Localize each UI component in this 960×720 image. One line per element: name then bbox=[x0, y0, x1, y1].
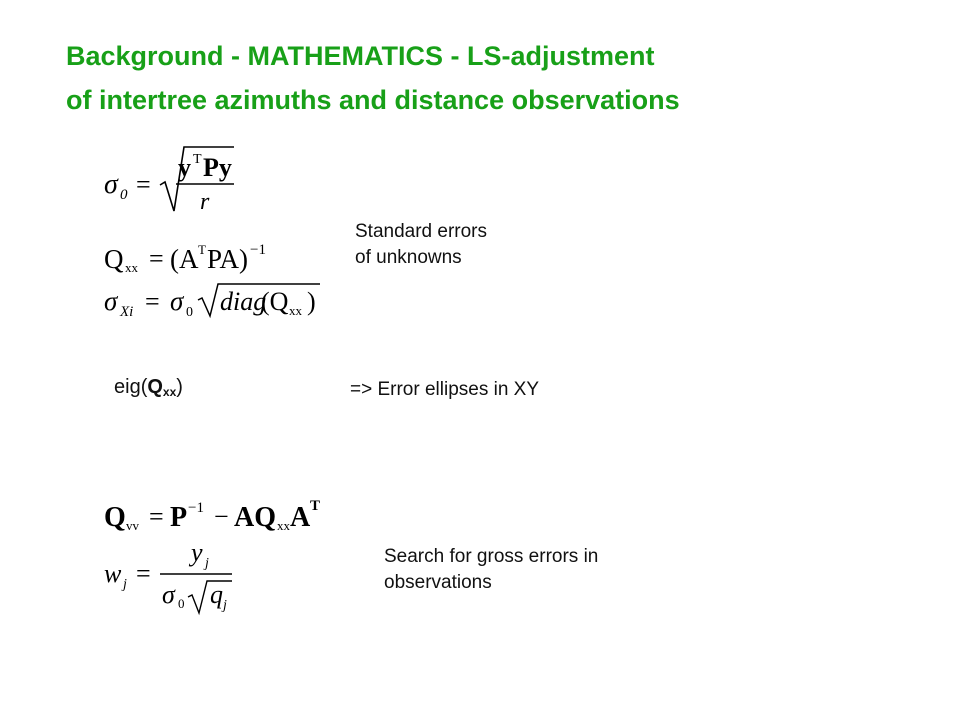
slide-title bbox=[66, 34, 680, 122]
diag-close: ) bbox=[307, 287, 316, 316]
sigma0-subscript: 0 bbox=[120, 187, 128, 203]
qvv-minus: − bbox=[214, 502, 229, 531]
numerator-transpose: T bbox=[193, 152, 202, 167]
formula-sigma0-graphic bbox=[104, 143, 264, 215]
qxx-equals: = bbox=[149, 244, 164, 273]
qxx-q: Q bbox=[104, 244, 124, 274]
sigma-xi-subscript: Xi bbox=[120, 304, 134, 320]
formula-qvv bbox=[104, 490, 334, 534]
sigma0-inline-subscript: 0 bbox=[186, 305, 193, 320]
sigma0-inline: σ bbox=[170, 286, 184, 316]
qvv-subscript: vv bbox=[126, 518, 139, 533]
formula-sigma-xi bbox=[104, 282, 324, 322]
formula-wj-graphic bbox=[104, 537, 254, 617]
sigma-xi-equals: = bbox=[145, 287, 160, 316]
denominator-r: r bbox=[200, 189, 210, 215]
note-error-ellipses bbox=[350, 377, 539, 403]
sigma-xi-symbol: σ bbox=[104, 286, 118, 316]
wj-q: q bbox=[210, 580, 223, 609]
formula-qxx bbox=[104, 232, 284, 276]
numerator-py: Py bbox=[203, 153, 232, 182]
wj-sigma: σ bbox=[162, 580, 175, 609]
qxx-subscript: xx bbox=[125, 260, 138, 275]
qvv-equals: = bbox=[149, 502, 164, 531]
note-standard-errors-line-2: of unknowns bbox=[355, 247, 462, 268]
note-standard-errors-line-1: Standard errors bbox=[355, 221, 488, 242]
eig-suffix: ) bbox=[176, 376, 183, 398]
eig-prefix: eig( bbox=[114, 376, 148, 398]
sigma0-symbol: σ bbox=[104, 169, 118, 200]
qvv-q: Q bbox=[104, 502, 126, 533]
diag-subscript: xx bbox=[289, 303, 302, 318]
wj-q-subscript: j bbox=[223, 598, 227, 613]
qxx-pa: PA) bbox=[207, 244, 249, 274]
formula-sigma-xi-graphic bbox=[104, 282, 324, 322]
wj-y-subscript: j bbox=[205, 556, 209, 571]
wj-sigma-subscript: 0 bbox=[178, 596, 185, 611]
qxx-transpose: T bbox=[198, 242, 206, 257]
slide-title-line-1: Background - MATHEMATICS - LS-adjustment bbox=[66, 41, 655, 71]
qvv-subscript-xx: xx bbox=[277, 518, 290, 533]
note-gross-errors-line-1: Search for gross errors in bbox=[384, 546, 599, 567]
wj-w: w bbox=[104, 559, 122, 588]
eig-matrix: Q bbox=[147, 376, 163, 398]
qvv-p: P bbox=[170, 502, 188, 533]
diag-open: (Q bbox=[261, 287, 289, 316]
qvv-transpose: T bbox=[310, 498, 321, 514]
svg-text:=: = bbox=[136, 170, 151, 199]
qvv-aq: AQ bbox=[234, 502, 276, 533]
formula-qxx-graphic bbox=[104, 232, 284, 276]
note-standard-errors bbox=[355, 219, 487, 271]
note-gross-errors bbox=[384, 544, 598, 596]
qxx-inverse: −1 bbox=[250, 242, 266, 258]
formula-sigma0 bbox=[104, 143, 264, 215]
wj-equals: = bbox=[136, 559, 151, 588]
qvv-inverse: −1 bbox=[188, 500, 204, 516]
note-gross-errors-line-2: observations bbox=[384, 572, 492, 593]
formula-qvv-graphic bbox=[104, 490, 334, 534]
note-error-ellipses-text: => Error ellipses in XY bbox=[350, 379, 540, 400]
formula-wj bbox=[104, 537, 254, 617]
eig-expression bbox=[114, 376, 183, 399]
qvv-a: A bbox=[290, 502, 311, 533]
slide-title-line-2: of intertree azimuths and distance observations bbox=[66, 85, 680, 115]
numerator-y: y bbox=[178, 153, 191, 182]
eig-subscript: xx bbox=[162, 385, 177, 399]
qxx-open: (A bbox=[170, 244, 199, 274]
diag-fn: diag bbox=[220, 287, 267, 316]
wj-subscript: j bbox=[123, 577, 127, 592]
wj-y: y bbox=[191, 538, 203, 567]
